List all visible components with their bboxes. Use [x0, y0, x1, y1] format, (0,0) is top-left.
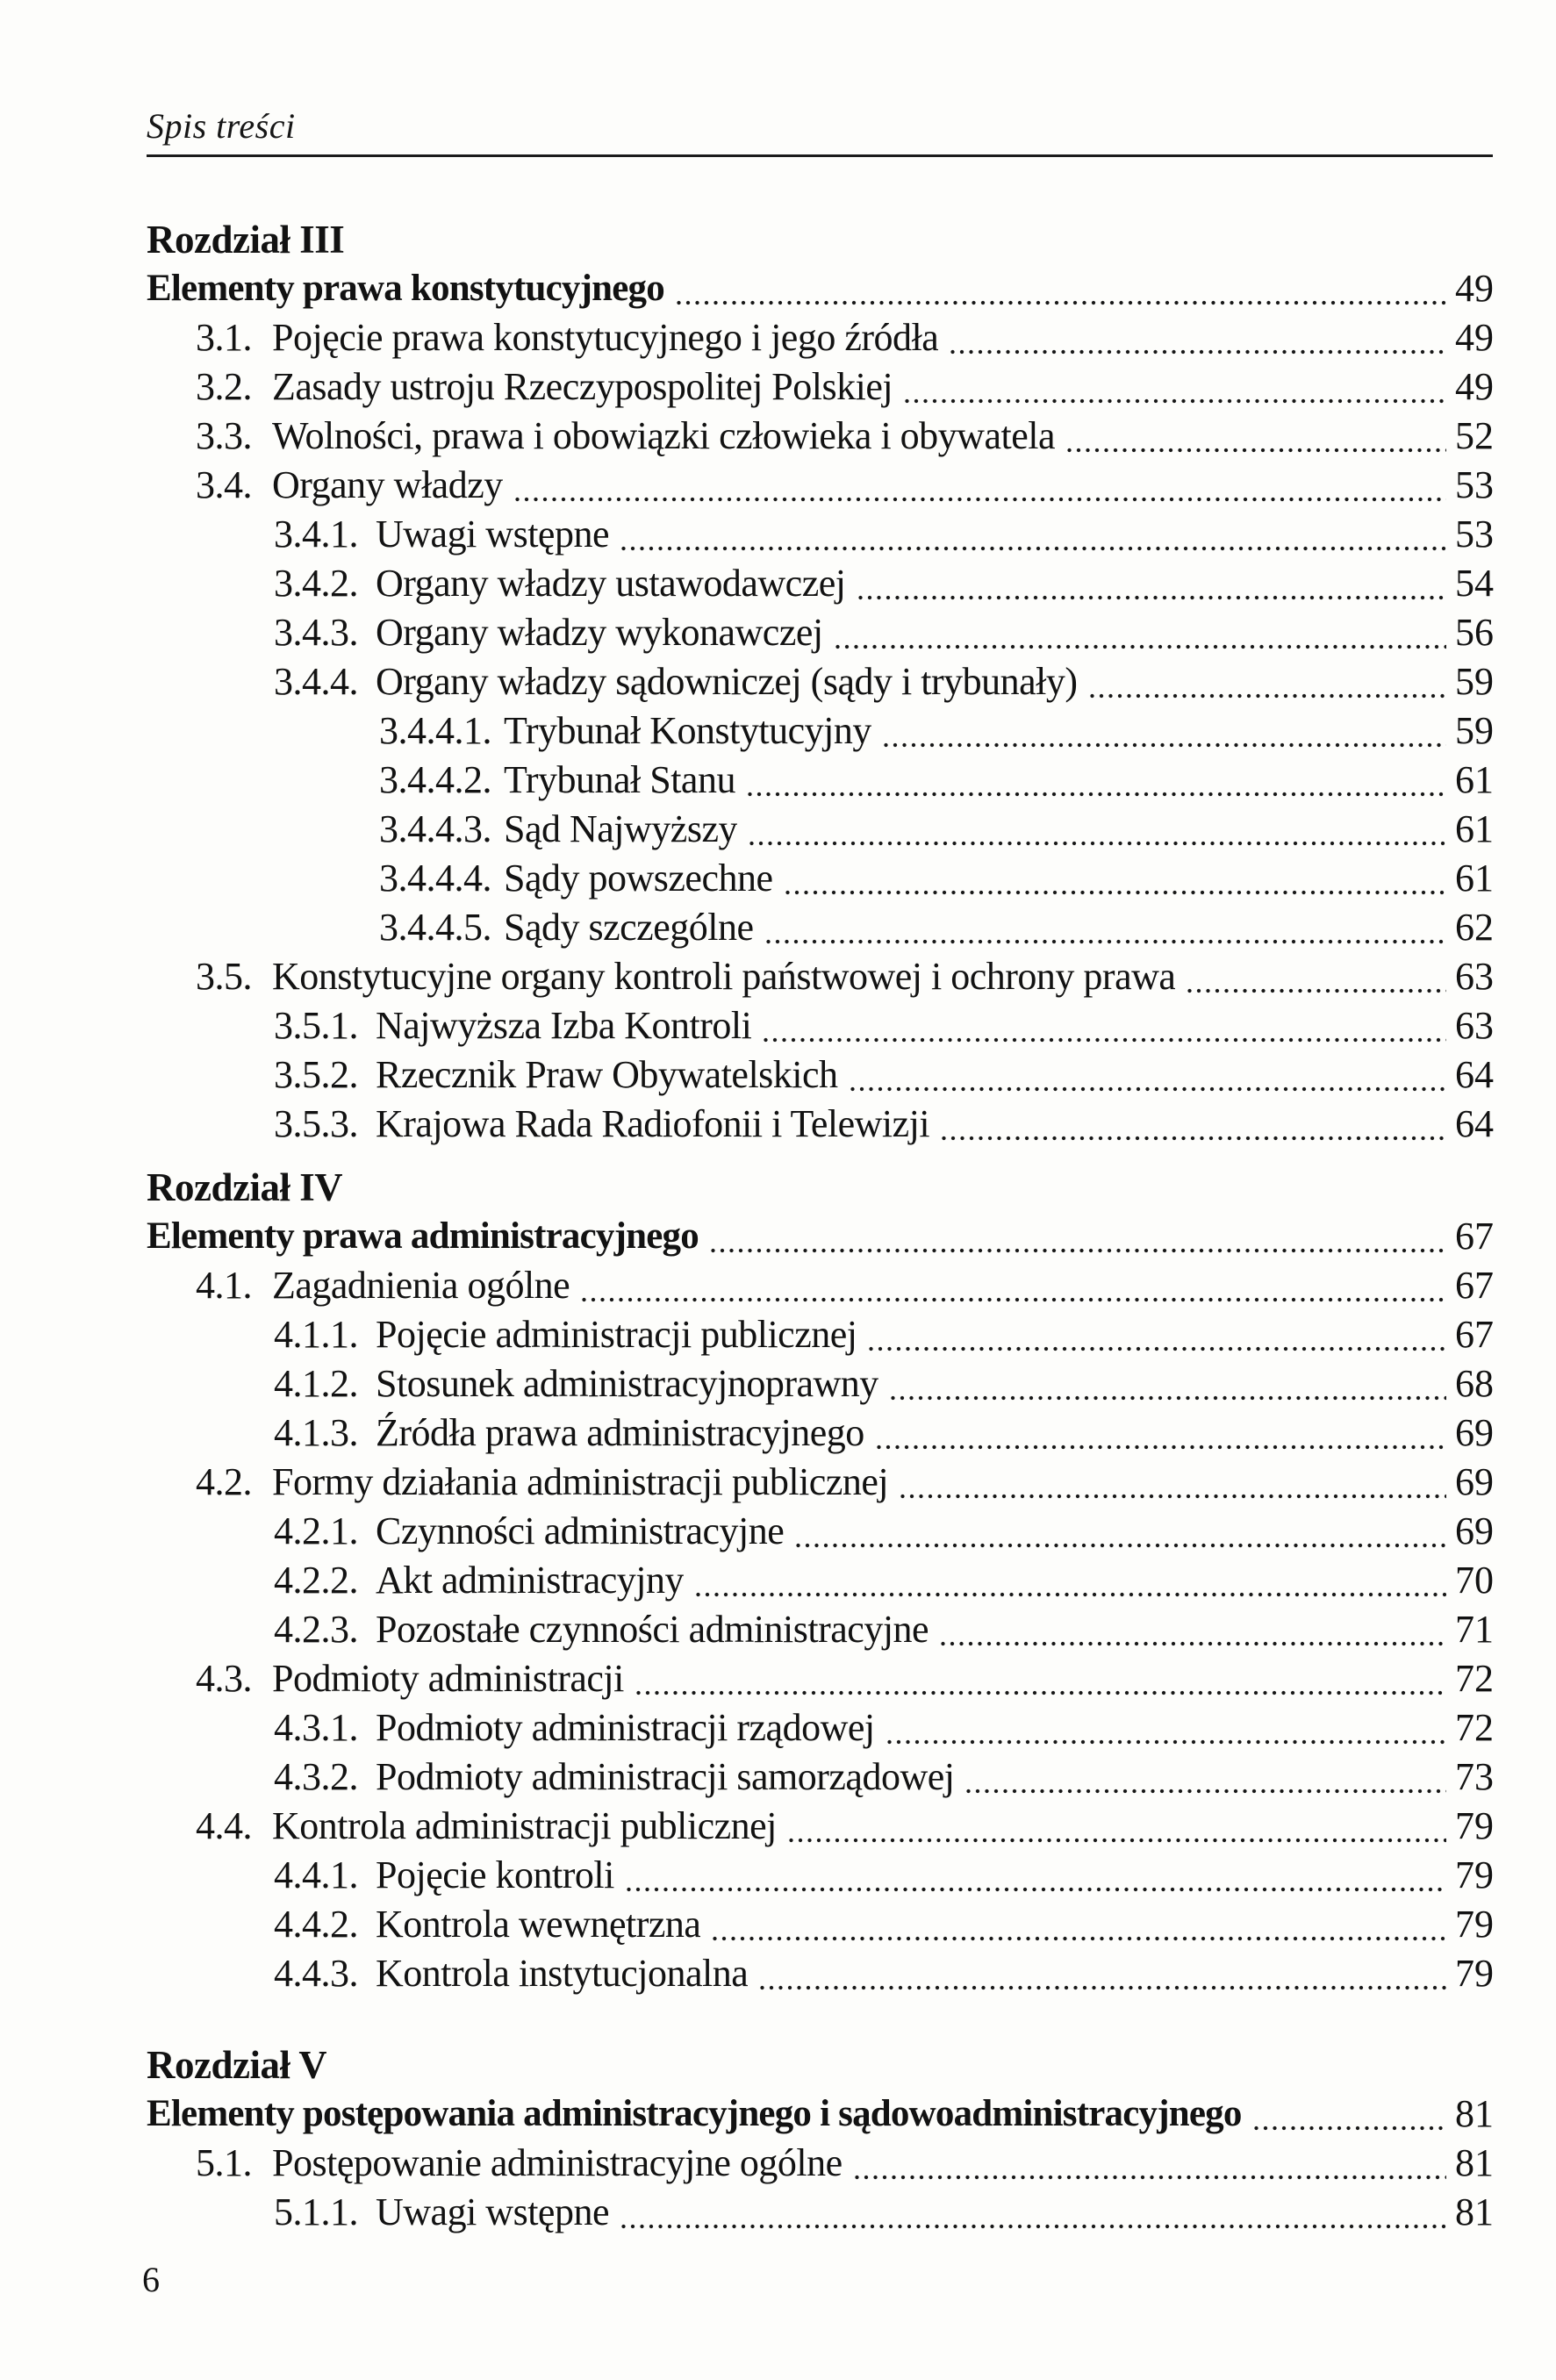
toc-entry-row [147, 706, 1494, 756]
toc-entry-row [147, 608, 1494, 657]
toc-section [147, 215, 1494, 1149]
entry-label: Źródła prawa administracyjnego [376, 1411, 864, 1454]
chapter-title-label: Elementy postępowania administracyjnego i sądowoadministracyjnego [147, 2093, 1242, 2134]
entry-number: 4.4.1. [274, 1853, 358, 1896]
entry-label: Konstytucyjne organy kontroli państwowej i ochrony prawa [272, 955, 1176, 998]
entry-label: Formy działania administracji publicznej [272, 1460, 889, 1503]
entry-number: 3.5.3. [274, 1102, 358, 1145]
entry-page-number: 79 [1455, 1853, 1494, 1896]
entry-number: 3.1. [196, 316, 252, 359]
entry-number: 4.2. [196, 1460, 252, 1503]
entry-number: 4.4. [196, 1804, 252, 1847]
toc-entry-row [147, 313, 1494, 362]
entry-page-number: 49 [1455, 365, 1494, 408]
entry-label: Kontrola instytucjonalna [376, 1952, 749, 1995]
entry-page-number: 49 [1455, 267, 1494, 310]
entry-page-number: 81 [1455, 2141, 1494, 2184]
dotted-leader [696, 1592, 1446, 1597]
dotted-leader [887, 1739, 1446, 1745]
entry-page-number: 79 [1455, 1903, 1494, 1946]
entry-label: Organy władzy sądowniczej (sądy i trybunały) [376, 660, 1078, 703]
toc-entry-row [147, 2139, 1494, 2188]
entry-page-number: 52 [1455, 414, 1494, 457]
entry-page-number: 63 [1455, 1004, 1494, 1047]
entry-page-number: 67 [1455, 1215, 1494, 1258]
dotted-leader [942, 1136, 1446, 1141]
page-folio: 6 [142, 2260, 160, 2299]
dotted-leader [858, 595, 1447, 600]
entry-number: 4.2.1. [274, 1509, 358, 1552]
entry-page-number: 53 [1455, 513, 1494, 556]
entry-page-number: 73 [1455, 1755, 1494, 1798]
entry-page-number: 53 [1455, 463, 1494, 506]
toc-entry-row [147, 1261, 1494, 1310]
toc-entry-row [147, 362, 1494, 412]
toc-entry-row [147, 657, 1494, 706]
toc-entry-row [147, 1900, 1494, 1949]
toc-entry-row [147, 1703, 1494, 1753]
dotted-leader [621, 546, 1446, 551]
entry-label: Najwyższa Izba Kontroli [376, 1004, 752, 1047]
entry-number: 3.5.1. [274, 1004, 358, 1047]
dotted-leader [582, 1297, 1446, 1302]
entry-page-number: 72 [1455, 1706, 1494, 1749]
entry-page-number: 59 [1455, 709, 1494, 752]
entry-number: 3.4.4.1. [379, 709, 491, 752]
entry-page-number: 68 [1455, 1362, 1494, 1405]
entry-page-number: 67 [1455, 1313, 1494, 1356]
entry-number: 4.3. [196, 1657, 252, 1700]
entry-page-number: 81 [1455, 2190, 1494, 2233]
entry-label: Wolności, prawa i obowiązki człowieka i obywatela [272, 414, 1055, 457]
toc-entry-row [147, 1100, 1494, 1149]
toc-entry-row [147, 1851, 1494, 1900]
entry-number: 3.4.4.2. [379, 758, 491, 801]
dotted-leader [1090, 693, 1447, 699]
dotted-leader [789, 1838, 1446, 1843]
dotted-leader [748, 792, 1446, 797]
entry-number: 4.3.1. [274, 1706, 358, 1749]
entry-number: 3.4.4. [274, 660, 358, 703]
entry-number: 3.5. [196, 955, 252, 998]
entry-label: Pojęcie administracji publicznej [376, 1313, 857, 1356]
chapter-title-row [147, 2090, 1494, 2139]
toc-entry-row [147, 1001, 1494, 1050]
entry-label: Organy władzy ustawodawczej [376, 562, 846, 605]
entry-number: 3.4. [196, 463, 252, 506]
dotted-leader [764, 1037, 1446, 1043]
entry-number: 4.1.2. [274, 1362, 358, 1405]
entry-label: Zasady ustroju Rzeczypospolitej Polskiej [272, 365, 893, 408]
entry-page-number: 63 [1455, 955, 1494, 998]
chapter-title-row [147, 1212, 1494, 1261]
chapter-heading [147, 215, 1494, 264]
entry-label: Postępowanie administracyjne ogólne [272, 2141, 843, 2184]
dotted-leader [785, 890, 1446, 895]
entry-label: Organy władzy [272, 463, 503, 506]
entry-number: 4.4.3. [274, 1952, 358, 1995]
entry-page-number: 59 [1455, 660, 1494, 703]
entry-label: Pojęcie prawa konstytucyjnego i jego źródła [272, 316, 939, 359]
entry-label: Organy władzy wykonawczej [376, 611, 823, 654]
toc-section [147, 2040, 1494, 2237]
toc-entry-row [147, 756, 1494, 805]
chapter-heading-label: Rozdział V [147, 2043, 327, 2087]
dotted-leader [941, 1641, 1446, 1646]
toc-entry-row [147, 952, 1494, 1001]
entry-label: Podmioty administracji rządowej [376, 1706, 875, 1749]
entry-label: Podmioty administracji samorządowej [376, 1755, 955, 1798]
dotted-leader [950, 349, 1446, 355]
entry-number: 3.5.2. [274, 1053, 358, 1096]
header-rule [147, 154, 1493, 157]
entry-page-number: 49 [1455, 316, 1494, 359]
chapter-heading [147, 2040, 1494, 2090]
dotted-leader [713, 1936, 1446, 1941]
toc-entry-row [147, 1050, 1494, 1100]
entry-number: 3.4.2. [274, 562, 358, 605]
entry-label: Kontrola wewnętrzna [376, 1903, 701, 1946]
running-header: Spis treści [147, 106, 296, 146]
dotted-leader [835, 644, 1446, 649]
toc-entry-row [147, 1605, 1494, 1654]
chapter-heading [147, 1163, 1494, 1212]
entry-number: 4.1.1. [274, 1313, 358, 1356]
entry-page-number: 69 [1455, 1509, 1494, 1552]
toc-entry-row [147, 461, 1494, 510]
dotted-leader [869, 1346, 1446, 1351]
entry-number: 4.1. [196, 1264, 252, 1307]
dotted-leader [966, 1789, 1446, 1794]
entry-number: 5.1. [196, 2141, 252, 2184]
entry-number: 4.3.2. [274, 1755, 358, 1798]
entry-page-number: 56 [1455, 611, 1494, 654]
toc-entry-row [147, 1654, 1494, 1703]
toc-entry-row [147, 1310, 1494, 1359]
dotted-leader [1254, 2126, 1446, 2131]
entry-label: Akt administracyjny [376, 1559, 684, 1602]
toc-entry-row [147, 1359, 1494, 1409]
entry-label: Sądy powszechne [504, 857, 773, 900]
entry-page-number: 61 [1455, 857, 1494, 900]
chapter-title-row [147, 264, 1494, 313]
dotted-leader [766, 939, 1447, 944]
dotted-leader [760, 1985, 1446, 1990]
toc-entry-row [147, 903, 1494, 952]
entry-number: 4.2.3. [274, 1608, 358, 1651]
entry-number: 3.3. [196, 414, 252, 457]
dotted-leader [877, 1444, 1446, 1450]
dotted-leader [677, 300, 1446, 305]
entry-label: Zagadnienia ogólne [272, 1264, 570, 1307]
entry-number: 3.4.4.3. [379, 807, 491, 850]
toc-entry-row [147, 1507, 1494, 1556]
toc-section [147, 1163, 1494, 1998]
entry-number: 3.4.4.5. [379, 906, 491, 949]
dotted-leader [627, 1887, 1446, 1892]
entry-page-number: 54 [1455, 562, 1494, 605]
dotted-leader [891, 1395, 1446, 1401]
toc-entry-row [147, 1556, 1494, 1605]
dotted-leader [900, 1494, 1446, 1499]
dotted-leader [796, 1543, 1446, 1548]
entry-label: Uwagi wstępne [376, 513, 609, 556]
entry-number: 4.2.2. [274, 1559, 358, 1602]
entry-label: Sądy szczególne [504, 906, 754, 949]
dotted-leader [905, 398, 1446, 404]
entry-number: 3.4.4.4. [379, 857, 491, 900]
entry-label: Trybunał Konstytucyjny [504, 709, 871, 752]
entry-label: Czynności administracyjne [376, 1509, 785, 1552]
entry-label: Sąd Najwyższy [504, 807, 737, 850]
entry-number: 4.1.3. [274, 1411, 358, 1454]
entry-page-number: 69 [1455, 1411, 1494, 1454]
chapter-heading-label: Rozdział III [147, 218, 345, 262]
toc-entry-row [147, 510, 1494, 559]
entry-page-number: 67 [1455, 1264, 1494, 1307]
dotted-leader [1067, 448, 1446, 453]
entry-page-number: 81 [1455, 2092, 1494, 2135]
chapter-title-label: Elementy prawa administracyjnego [147, 1215, 699, 1257]
entry-label: Kontrola administracji publicznej [272, 1804, 777, 1847]
entry-page-number: 69 [1455, 1460, 1494, 1503]
toc-entry-row [147, 854, 1494, 903]
entry-label: Trybunał Stanu [504, 758, 735, 801]
entry-number: 3.2. [196, 365, 252, 408]
dotted-leader [855, 2175, 1446, 2180]
dotted-leader [850, 1086, 1446, 1092]
entry-number: 3.4.3. [274, 611, 358, 654]
toc-entry-row [147, 412, 1494, 461]
entry-page-number: 79 [1455, 1804, 1494, 1847]
entry-label: Krajowa Rada Radiofonii i Telewizji [376, 1102, 930, 1145]
toc-entry-row [147, 1458, 1494, 1507]
entry-label: Pojęcie kontroli [376, 1853, 614, 1896]
chapter-heading-label: Rozdział IV [147, 1165, 343, 1209]
entry-page-number: 61 [1455, 758, 1494, 801]
dotted-leader [711, 1248, 1446, 1253]
entry-label: Uwagi wstępne [376, 2190, 609, 2233]
dotted-leader [749, 841, 1446, 846]
entry-page-number: 71 [1455, 1608, 1494, 1651]
dotted-leader [621, 2224, 1446, 2229]
entry-label: Rzecznik Praw Obywatelskich [376, 1053, 838, 1096]
toc-entry-row [147, 1753, 1494, 1802]
entry-number: 4.4.2. [274, 1903, 358, 1946]
toc-entry-row [147, 1949, 1494, 1998]
entry-page-number: 72 [1455, 1657, 1494, 1700]
entry-page-number: 79 [1455, 1952, 1494, 1995]
entry-page-number: 61 [1455, 807, 1494, 850]
chapter-title-label: Elementy prawa konstytucyjnego [147, 268, 664, 309]
entry-page-number: 70 [1455, 1559, 1494, 1602]
dotted-leader [884, 742, 1446, 748]
entry-page-number: 64 [1455, 1053, 1494, 1096]
entry-page-number: 62 [1455, 906, 1494, 949]
toc-entry-row [147, 1802, 1494, 1851]
entry-page-number: 64 [1455, 1102, 1494, 1145]
entry-number: 5.1.1. [274, 2190, 358, 2233]
entry-label: Podmioty administracji [272, 1657, 624, 1700]
toc-entry-row [147, 559, 1494, 608]
toc-entry-row [147, 805, 1494, 854]
entry-label: Pozostałe czynności administracyjne [376, 1608, 929, 1651]
dotted-leader [636, 1690, 1446, 1695]
dotted-leader [515, 497, 1446, 502]
toc-entry-row [147, 2188, 1494, 2237]
entry-label: Stosunek administracyjnoprawny [376, 1362, 878, 1405]
toc-entry-row [147, 1409, 1494, 1458]
dotted-leader [1187, 988, 1446, 993]
entry-number: 3.4.1. [274, 513, 358, 556]
